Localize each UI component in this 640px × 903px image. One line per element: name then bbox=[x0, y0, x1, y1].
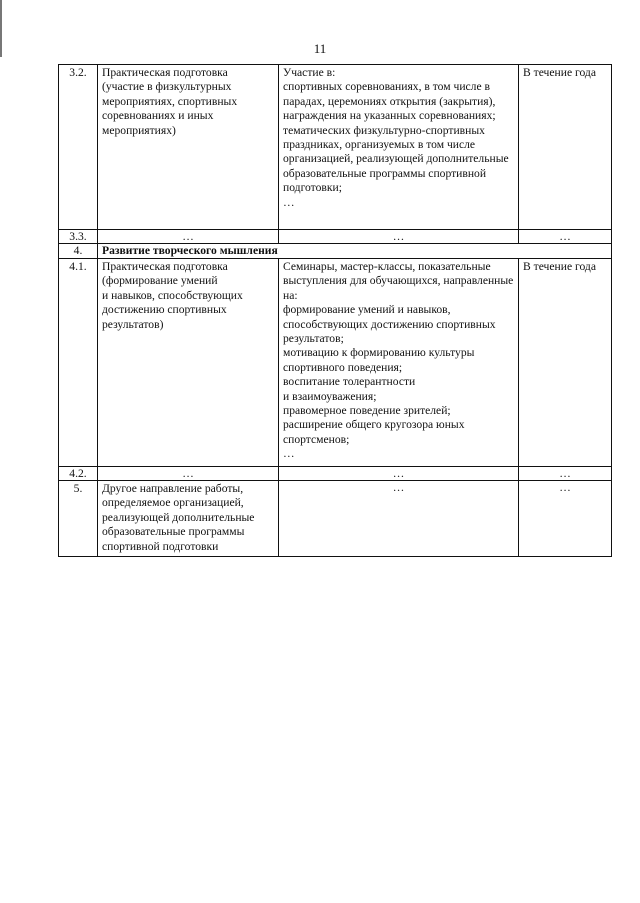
activity-term-cell: В течение года bbox=[519, 259, 612, 467]
activity-content-cell: Участие в: спортивных соревнованиях, в том числе в парадах, церемониях открытия (закрытия), награждения на указанных соревнованиях; тематических физкультурно-спортивных праздниках, организуемых в том числе организацией, реализующей дополнительные образовательные программы спортивной подготовки; … bbox=[279, 65, 519, 230]
activity-term-cell: В течение года bbox=[519, 65, 612, 230]
row-number: 3.3. bbox=[59, 230, 98, 244]
row-number: 5. bbox=[59, 481, 98, 557]
activity-term-cell: … bbox=[519, 481, 612, 557]
table-row-5 bbox=[59, 481, 612, 557]
section-row-4 bbox=[59, 244, 612, 259]
row-number: 4.2. bbox=[59, 467, 98, 481]
ellipsis-cell: … bbox=[519, 230, 612, 244]
ellipsis-cell: … bbox=[98, 230, 279, 244]
activity-kind-cell: Практическая подготовка (участие в физкультурных мероприятиях, спортивных соревнованиях и иных мероприятиях) bbox=[98, 65, 279, 230]
row-number: 3.2. bbox=[59, 65, 98, 230]
page-number: 11 bbox=[313, 41, 327, 56]
table-row-3-3 bbox=[59, 230, 612, 244]
ellipsis-cell: … bbox=[279, 230, 519, 244]
activity-plan-table bbox=[58, 64, 612, 557]
activity-kind-cell: Практическая подготовка (формирование умений и навыков, способствующих достижению спортивных результатов) bbox=[98, 259, 279, 467]
ellipsis-cell: … bbox=[279, 467, 519, 481]
row-number: 4.1. bbox=[59, 259, 98, 467]
table-row-4-1 bbox=[59, 259, 612, 467]
section-number: 4. bbox=[59, 244, 98, 259]
ellipsis-cell: … bbox=[519, 467, 612, 481]
table-row-3-2 bbox=[59, 65, 612, 230]
table-row-4-2 bbox=[59, 467, 612, 481]
activity-content-cell: … bbox=[279, 481, 519, 557]
activity-kind-cell: Другое направление работы, определяемое организацией, реализующей дополнительные образовательные программы спортивной подготовки bbox=[98, 481, 279, 557]
ellipsis-cell: … bbox=[98, 467, 279, 481]
activity-content-cell: Семинары, мастер-классы, показательные выступления для обучающихся, направленные на: формирование умений и навыков, способствующих достижению спортивных результатов; мотивацию к формированию культуры спортивного поведения; воспитание толерантности и взаимоуважения; правомерное поведение зрителей; расширение общего кругозора юных спортсменов; … bbox=[279, 259, 519, 467]
section-title: Развитие творческого мышления bbox=[98, 244, 612, 259]
